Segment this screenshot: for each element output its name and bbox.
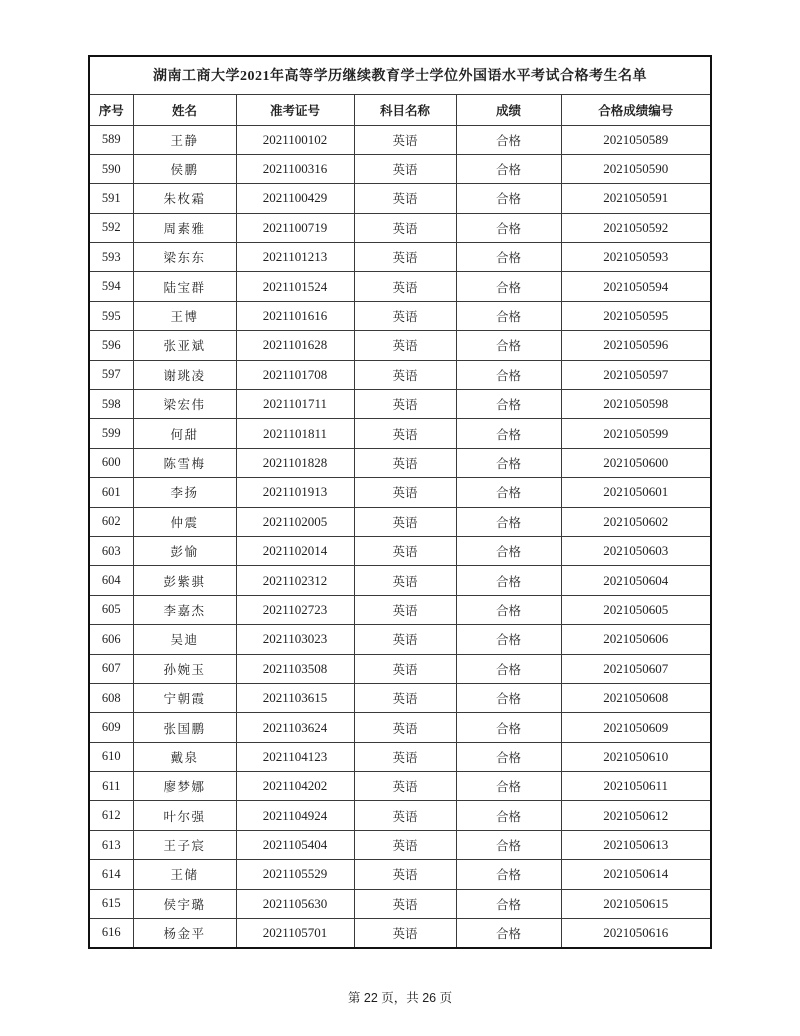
subject-cell: 英语 xyxy=(354,889,456,918)
serial-cell: 589 xyxy=(89,125,133,154)
pass-number-cell: 2021050606 xyxy=(561,625,711,654)
subject-cell: 英语 xyxy=(354,830,456,859)
ticket-number-cell: 2021100719 xyxy=(236,213,354,242)
column-header-serial-cell: 序号 xyxy=(89,94,133,125)
pass-number-cell: 2021050604 xyxy=(561,566,711,595)
name-cell: 李嘉杰 xyxy=(133,595,236,624)
name-cell: 朱枚霜 xyxy=(133,184,236,213)
page-number: 第 22 页，共 26 页 xyxy=(347,991,453,1005)
name-cell: 李扬 xyxy=(133,478,236,507)
ticket-number-cell: 2021102312 xyxy=(236,566,354,595)
result-cell: 合格 xyxy=(456,919,561,948)
subject-cell: 英语 xyxy=(354,360,456,389)
table-row xyxy=(89,919,711,948)
pass-number-cell: 2021050611 xyxy=(561,772,711,801)
table-row xyxy=(89,654,711,683)
subject-cell: 英语 xyxy=(354,331,456,360)
name-cell: 谢珧凌 xyxy=(133,360,236,389)
table-row xyxy=(89,184,711,213)
ticket-number-cell: 2021103023 xyxy=(236,625,354,654)
ticket-number-cell: 2021104924 xyxy=(236,801,354,830)
table-title: 湖南工商大学2021年高等学历继续教育学士学位外国语水平考试合格考生名单 xyxy=(89,56,711,94)
result-cell: 合格 xyxy=(456,331,561,360)
name-cell: 何甜 xyxy=(133,419,236,448)
pass-number-cell: 2021050609 xyxy=(561,713,711,742)
ticket-number-cell: 2021105701 xyxy=(236,919,354,948)
result-cell: 合格 xyxy=(456,860,561,889)
ticket-number-cell: 2021102014 xyxy=(236,536,354,565)
ticket-number-cell: 2021104123 xyxy=(236,742,354,771)
pass-number-cell: 2021050616 xyxy=(561,919,711,948)
name-cell: 梁宏伟 xyxy=(133,390,236,419)
result-cell: 合格 xyxy=(456,243,561,272)
serial-cell: 615 xyxy=(89,889,133,918)
result-cell: 合格 xyxy=(456,595,561,624)
ticket-number-cell: 2021101811 xyxy=(236,419,354,448)
pass-number-cell: 2021050602 xyxy=(561,507,711,536)
result-cell: 合格 xyxy=(456,448,561,477)
subject-cell: 英语 xyxy=(354,742,456,771)
table-row xyxy=(89,772,711,801)
result-cell: 合格 xyxy=(456,478,561,507)
subject-cell: 英语 xyxy=(354,272,456,301)
result-cell: 合格 xyxy=(456,801,561,830)
ticket-number-cell: 2021105404 xyxy=(236,830,354,859)
pass-number-cell: 2021050601 xyxy=(561,478,711,507)
table-row xyxy=(89,536,711,565)
subject-cell: 英语 xyxy=(354,625,456,654)
name-cell: 宁朝霞 xyxy=(133,683,236,712)
ticket-number-cell: 2021103508 xyxy=(236,654,354,683)
pass-number-cell: 2021050592 xyxy=(561,213,711,242)
table-row xyxy=(89,301,711,330)
ticket-number-cell: 2021103624 xyxy=(236,713,354,742)
pass-number-cell: 2021050589 xyxy=(561,125,711,154)
ticket-number-cell: 2021101628 xyxy=(236,331,354,360)
table-row xyxy=(89,507,711,536)
name-cell: 仲震 xyxy=(133,507,236,536)
ticket-number-cell: 2021105630 xyxy=(236,889,354,918)
table-row xyxy=(89,683,711,712)
serial-cell: 609 xyxy=(89,713,133,742)
serial-cell: 596 xyxy=(89,331,133,360)
table-row xyxy=(89,860,711,889)
serial-cell: 602 xyxy=(89,507,133,536)
subject-cell: 英语 xyxy=(354,448,456,477)
name-cell: 孙婉玉 xyxy=(133,654,236,683)
name-cell: 侯鹏 xyxy=(133,154,236,183)
pass-list-table xyxy=(88,55,712,949)
table-row xyxy=(89,419,711,448)
table-row xyxy=(89,889,711,918)
ticket-number-cell: 2021104202 xyxy=(236,772,354,801)
result-cell: 合格 xyxy=(456,213,561,242)
pass-number-cell: 2021050610 xyxy=(561,742,711,771)
pass-number-cell: 2021050608 xyxy=(561,683,711,712)
name-cell: 杨金平 xyxy=(133,919,236,948)
serial-cell: 607 xyxy=(89,654,133,683)
column-header-ticket-number-cell: 准考证号 xyxy=(236,94,354,125)
subject-cell: 英语 xyxy=(354,536,456,565)
subject-cell: 英语 xyxy=(354,654,456,683)
column-header-subject-cell: 科目名称 xyxy=(354,94,456,125)
ticket-number-cell: 2021100102 xyxy=(236,125,354,154)
serial-cell: 594 xyxy=(89,272,133,301)
subject-cell: 英语 xyxy=(354,919,456,948)
result-cell: 合格 xyxy=(456,419,561,448)
result-cell: 合格 xyxy=(456,742,561,771)
result-cell: 合格 xyxy=(456,272,561,301)
pass-number-cell: 2021050615 xyxy=(561,889,711,918)
pass-number-cell: 2021050607 xyxy=(561,654,711,683)
pass-number-cell: 2021050600 xyxy=(561,448,711,477)
name-cell: 戴泉 xyxy=(133,742,236,771)
name-cell: 陆宝群 xyxy=(133,272,236,301)
table-header-row xyxy=(89,94,711,125)
ticket-number-cell: 2021101213 xyxy=(236,243,354,272)
ticket-number-cell: 2021101708 xyxy=(236,360,354,389)
name-cell: 王博 xyxy=(133,301,236,330)
subject-cell: 英语 xyxy=(354,243,456,272)
ticket-number-cell: 2021101616 xyxy=(236,301,354,330)
table-row xyxy=(89,713,711,742)
serial-cell: 597 xyxy=(89,360,133,389)
result-cell: 合格 xyxy=(456,390,561,419)
table-row xyxy=(89,272,711,301)
name-cell: 吴迪 xyxy=(133,625,236,654)
subject-cell: 英语 xyxy=(354,419,456,448)
serial-cell: 616 xyxy=(89,919,133,948)
serial-cell: 613 xyxy=(89,830,133,859)
table-row xyxy=(89,125,711,154)
column-header-pass-number-cell: 合格成绩编号 xyxy=(561,94,711,125)
table-row xyxy=(89,595,711,624)
subject-cell: 英语 xyxy=(354,801,456,830)
ticket-number-cell: 2021100316 xyxy=(236,154,354,183)
pass-number-cell: 2021050590 xyxy=(561,154,711,183)
serial-cell: 614 xyxy=(89,860,133,889)
table-row xyxy=(89,801,711,830)
name-cell: 王储 xyxy=(133,860,236,889)
result-cell: 合格 xyxy=(456,154,561,183)
ticket-number-cell: 2021101711 xyxy=(236,390,354,419)
subject-cell: 英语 xyxy=(354,713,456,742)
name-cell: 彭紫骐 xyxy=(133,566,236,595)
result-cell: 合格 xyxy=(456,184,561,213)
result-cell: 合格 xyxy=(456,566,561,595)
pass-number-cell: 2021050605 xyxy=(561,595,711,624)
name-cell: 张国鹏 xyxy=(133,713,236,742)
ticket-number-cell: 2021100429 xyxy=(236,184,354,213)
table-row xyxy=(89,154,711,183)
serial-cell: 591 xyxy=(89,184,133,213)
pass-number-cell: 2021050593 xyxy=(561,243,711,272)
serial-cell: 593 xyxy=(89,243,133,272)
ticket-number-cell: 2021102005 xyxy=(236,507,354,536)
ticket-number-cell: 2021103615 xyxy=(236,683,354,712)
serial-cell: 599 xyxy=(89,419,133,448)
serial-cell: 612 xyxy=(89,801,133,830)
result-cell: 合格 xyxy=(456,536,561,565)
table-row xyxy=(89,213,711,242)
table-row xyxy=(89,448,711,477)
subject-cell: 英语 xyxy=(354,683,456,712)
subject-cell: 英语 xyxy=(354,860,456,889)
result-cell: 合格 xyxy=(456,713,561,742)
subject-cell: 英语 xyxy=(354,213,456,242)
subject-cell: 英语 xyxy=(354,125,456,154)
subject-cell: 英语 xyxy=(354,566,456,595)
column-header-result-cell: 成绩 xyxy=(456,94,561,125)
pass-number-cell: 2021050603 xyxy=(561,536,711,565)
name-cell: 王静 xyxy=(133,125,236,154)
subject-cell: 英语 xyxy=(354,301,456,330)
table-row xyxy=(89,478,711,507)
table-row xyxy=(89,566,711,595)
table-row xyxy=(89,243,711,272)
subject-cell: 英语 xyxy=(354,390,456,419)
pass-number-cell: 2021050595 xyxy=(561,301,711,330)
subject-cell: 英语 xyxy=(354,478,456,507)
name-cell: 张亚斌 xyxy=(133,331,236,360)
subject-cell: 英语 xyxy=(354,595,456,624)
ticket-number-cell: 2021101524 xyxy=(236,272,354,301)
ticket-number-cell: 2021101828 xyxy=(236,448,354,477)
serial-cell: 606 xyxy=(89,625,133,654)
result-cell: 合格 xyxy=(456,889,561,918)
serial-cell: 590 xyxy=(89,154,133,183)
result-cell: 合格 xyxy=(456,360,561,389)
result-cell: 合格 xyxy=(456,625,561,654)
serial-cell: 601 xyxy=(89,478,133,507)
result-cell: 合格 xyxy=(456,654,561,683)
subject-cell: 英语 xyxy=(354,772,456,801)
name-cell: 叶尔强 xyxy=(133,801,236,830)
table-row xyxy=(89,360,711,389)
ticket-number-cell: 2021105529 xyxy=(236,860,354,889)
pass-number-cell: 2021050597 xyxy=(561,360,711,389)
table-title-row xyxy=(89,56,711,94)
pass-number-cell: 2021050613 xyxy=(561,830,711,859)
result-cell: 合格 xyxy=(456,507,561,536)
subject-cell: 英语 xyxy=(354,184,456,213)
result-cell: 合格 xyxy=(456,301,561,330)
serial-cell: 608 xyxy=(89,683,133,712)
result-cell: 合格 xyxy=(456,830,561,859)
name-cell: 侯宇璐 xyxy=(133,889,236,918)
serial-cell: 595 xyxy=(89,301,133,330)
name-cell: 王子宸 xyxy=(133,830,236,859)
table-row xyxy=(89,625,711,654)
name-cell: 梁东东 xyxy=(133,243,236,272)
serial-cell: 598 xyxy=(89,390,133,419)
serial-cell: 592 xyxy=(89,213,133,242)
serial-cell: 603 xyxy=(89,536,133,565)
result-cell: 合格 xyxy=(456,683,561,712)
name-cell: 周素雅 xyxy=(133,213,236,242)
serial-cell: 604 xyxy=(89,566,133,595)
name-cell: 陈雪梅 xyxy=(133,448,236,477)
pass-number-cell: 2021050612 xyxy=(561,801,711,830)
result-cell: 合格 xyxy=(456,772,561,801)
ticket-number-cell: 2021101913 xyxy=(236,478,354,507)
pass-number-cell: 2021050591 xyxy=(561,184,711,213)
column-header-name-cell: 姓名 xyxy=(133,94,236,125)
pass-number-cell: 2021050599 xyxy=(561,419,711,448)
table-row xyxy=(89,331,711,360)
table-body xyxy=(89,125,711,948)
ticket-number-cell: 2021102723 xyxy=(236,595,354,624)
name-cell: 彭愉 xyxy=(133,536,236,565)
pass-number-cell: 2021050596 xyxy=(561,331,711,360)
pass-number-cell: 2021050598 xyxy=(561,390,711,419)
serial-cell: 610 xyxy=(89,742,133,771)
serial-cell: 611 xyxy=(89,772,133,801)
table-row xyxy=(89,390,711,419)
serial-cell: 600 xyxy=(89,448,133,477)
pass-number-cell: 2021050614 xyxy=(561,860,711,889)
serial-cell: 605 xyxy=(89,595,133,624)
pass-number-cell: 2021050594 xyxy=(561,272,711,301)
table-row xyxy=(89,830,711,859)
subject-cell: 英语 xyxy=(354,507,456,536)
name-cell: 廖梦娜 xyxy=(133,772,236,801)
result-cell: 合格 xyxy=(456,125,561,154)
table-row xyxy=(89,742,711,771)
subject-cell: 英语 xyxy=(354,154,456,183)
